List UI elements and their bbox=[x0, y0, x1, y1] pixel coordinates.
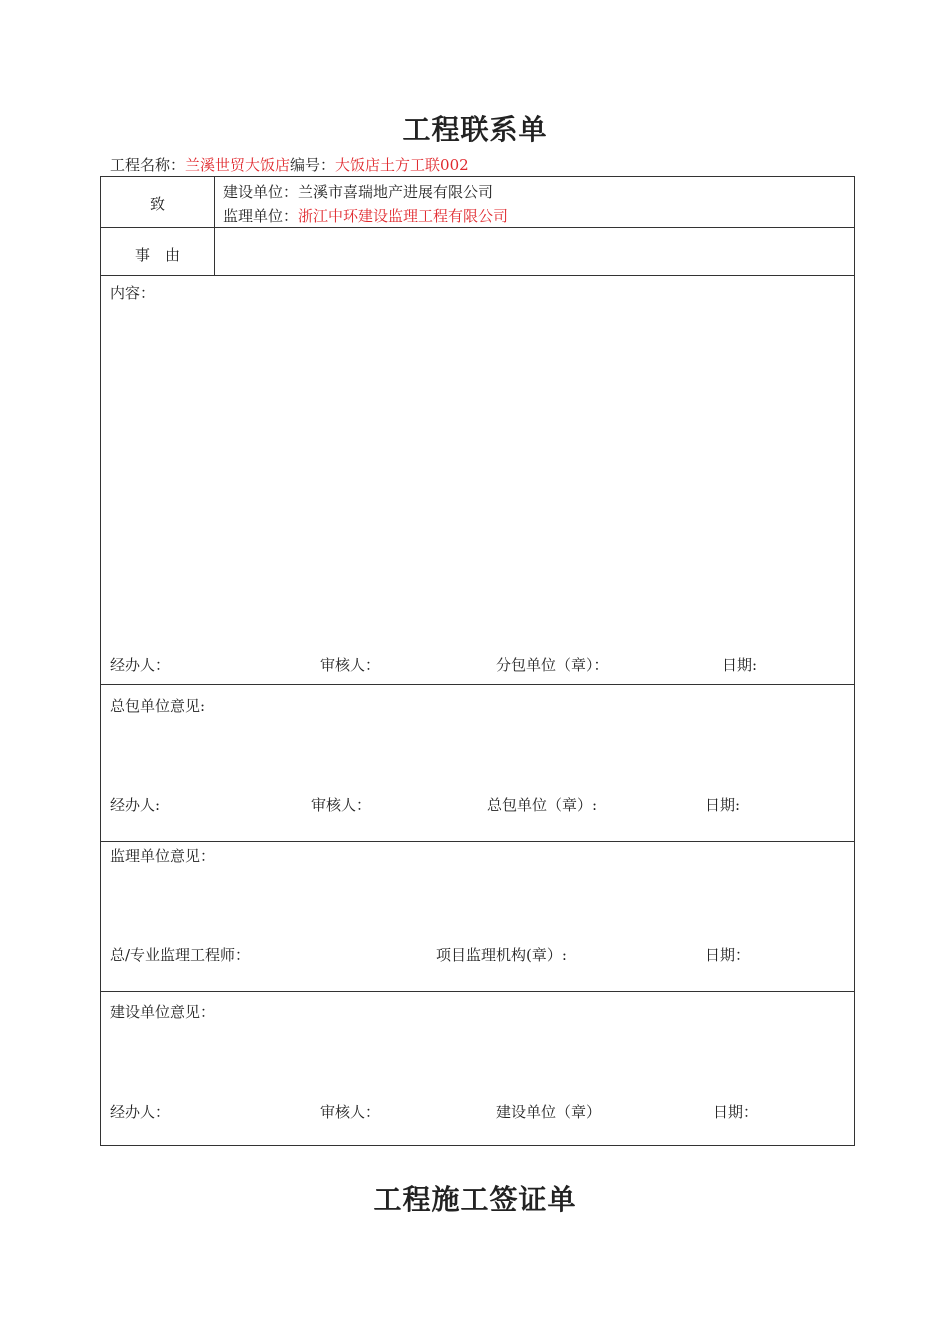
document-title: 工程联系单 bbox=[402, 113, 548, 146]
general-contractor-opinion-label: 总包单位意见: bbox=[110, 697, 206, 715]
content-label: 内容： bbox=[110, 284, 156, 302]
owner-seal-label: 建设单位（章） bbox=[496, 1103, 602, 1121]
gc-handler-label: 经办人: bbox=[110, 796, 161, 814]
contact-form-table bbox=[100, 176, 855, 1146]
content-reviewer-label: 审核人： bbox=[320, 656, 381, 674]
owner-reviewer-label: 审核人： bbox=[320, 1103, 381, 1121]
row-divider bbox=[101, 841, 854, 842]
project-info-line bbox=[110, 154, 469, 175]
number-label: 编号： bbox=[290, 156, 336, 174]
row-divider bbox=[101, 991, 854, 992]
construction-unit-line bbox=[223, 181, 493, 202]
to-label: 致 bbox=[149, 195, 165, 213]
supervision-unit-value: 浙江中环建设监理工程有限公司 bbox=[298, 207, 509, 225]
column-divider bbox=[214, 177, 215, 276]
number-value: 大饭店土方工联002 bbox=[335, 156, 469, 174]
subcontractor-seal-label: 分包单位（章）： bbox=[496, 656, 609, 674]
gc-date-label: 日期: bbox=[705, 796, 741, 814]
reason-label: 事 由 bbox=[134, 246, 180, 264]
content-date-label: 日期: bbox=[722, 656, 758, 674]
owner-date-label: 日期： bbox=[713, 1103, 759, 1121]
supervision-unit-line bbox=[223, 205, 508, 226]
owner-handler-label: 经办人： bbox=[110, 1103, 171, 1121]
owner-opinion-label: 建设单位意见： bbox=[110, 1003, 216, 1021]
supervision-engineer-label: 总/专业监理工程师： bbox=[110, 946, 251, 964]
project-name-label: 工程名称： bbox=[110, 156, 186, 174]
project-name-value: 兰溪世贸大饭店 bbox=[185, 156, 291, 174]
supervision-date-label: 日期： bbox=[705, 946, 751, 964]
next-document-title: 工程施工签证单 bbox=[373, 1183, 577, 1216]
construction-unit-value: 兰溪市喜瑞地产进展有限公司 bbox=[298, 183, 494, 201]
content-handler-label: 经办人： bbox=[110, 656, 171, 674]
supervision-unit-label: 监理单位： bbox=[223, 207, 299, 225]
gc-reviewer-label: 审核人： bbox=[311, 796, 372, 814]
row-divider bbox=[101, 684, 854, 685]
gc-seal-label: 总包单位（章）: bbox=[487, 796, 598, 814]
supervision-seal-label: 项目监理机构(章）: bbox=[436, 946, 567, 964]
construction-unit-label: 建设单位： bbox=[223, 183, 299, 201]
supervision-opinion-label: 监理单位意见： bbox=[110, 847, 216, 865]
